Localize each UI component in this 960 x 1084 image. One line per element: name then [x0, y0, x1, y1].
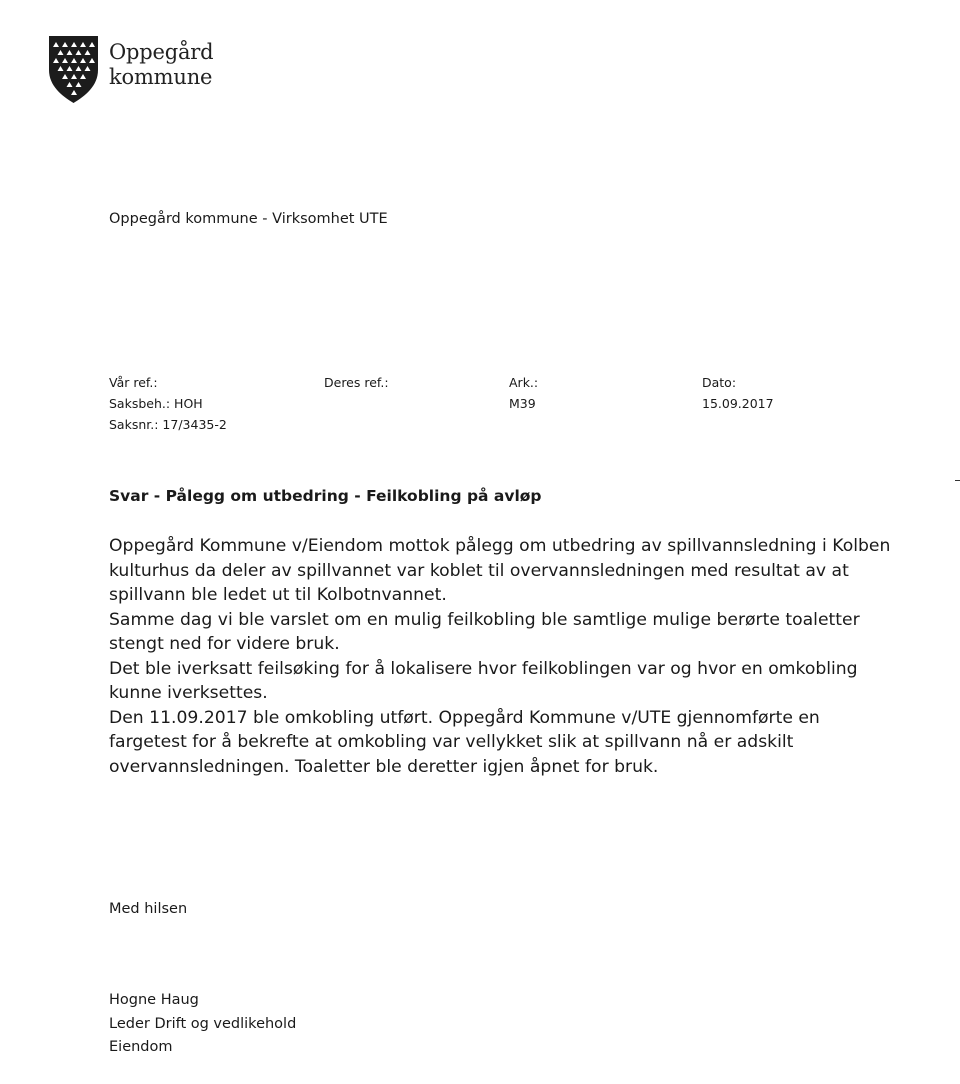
date-block: [702, 372, 774, 414]
coat-of-arms-icon: [49, 36, 98, 103]
signer-department: Eiendom: [109, 1039, 173, 1055]
archive-block: [509, 372, 538, 414]
logo-wordmark: [109, 40, 213, 90]
body-line: fargetest for å bekrefte at omkobling var vellykket slik at spillvann nå er adskilt: [109, 732, 794, 752]
archive-value: M39: [509, 396, 536, 411]
letter-subject: Svar - Pålegg om utbedring - Feilkobling på avløp: [109, 487, 542, 505]
municipality-logo: [49, 36, 219, 106]
sender-line: Oppegård kommune - Virksomhet UTE: [109, 211, 388, 227]
body-line: Oppegård Kommune v/Eiendom mottok pålegg om utbedring av spillvannsledning i Kolben: [109, 536, 891, 556]
closing-greeting: Med hilsen: [109, 901, 188, 917]
body-line: stengt ned for videre bruk.: [109, 634, 340, 654]
body-line: Det ble iverksatt feilsøking for å lokalisere hvor feilkoblingen var og hvor en omkobling: [109, 658, 858, 679]
body-line: kulturhus da deler av spillvannet var koblet til overvannsledningen med resultat av at: [109, 560, 849, 581]
body-line: Den 11.09.2017 ble omkobling utført. Oppegård Kommune v/UTE gjennomførte en: [109, 707, 820, 728]
your-reference-block: [324, 372, 389, 393]
body-line: spillvann ble ledet ut til Kolbotnvannet.: [109, 585, 447, 605]
signer-title: Leder Drift og vedlikehold: [109, 1015, 297, 1032]
archive-label: Ark.:: [509, 375, 539, 390]
case-number: Saksnr.: 17/3435-2: [109, 417, 227, 432]
your-ref-label: Deres ref.:: [324, 375, 389, 390]
edge-mark: [955, 480, 960, 481]
body-line: kunne iverksettes.: [109, 683, 268, 703]
logo-line-2: kommune: [109, 65, 213, 89]
case-officer: Saksbeh.: HOH: [109, 396, 203, 411]
date-value: 15.09.2017: [702, 396, 774, 411]
body-line: Samme dag vi ble varslet om en mulig feilkobling ble samtlige mulige berørte toaletter: [109, 609, 860, 630]
signature-block: [109, 989, 296, 1060]
our-ref-label: Vår ref.:: [109, 375, 158, 390]
our-reference-block: [109, 372, 227, 435]
signer-name: Hogne Haug: [109, 992, 199, 1008]
body-line: overvannsledningen. Toaletter ble deretter igjen åpnet for bruk.: [109, 756, 659, 777]
date-label: Dato:: [702, 375, 737, 390]
logo-line-1: Oppegård: [109, 40, 214, 64]
letter-body: [109, 534, 899, 779]
